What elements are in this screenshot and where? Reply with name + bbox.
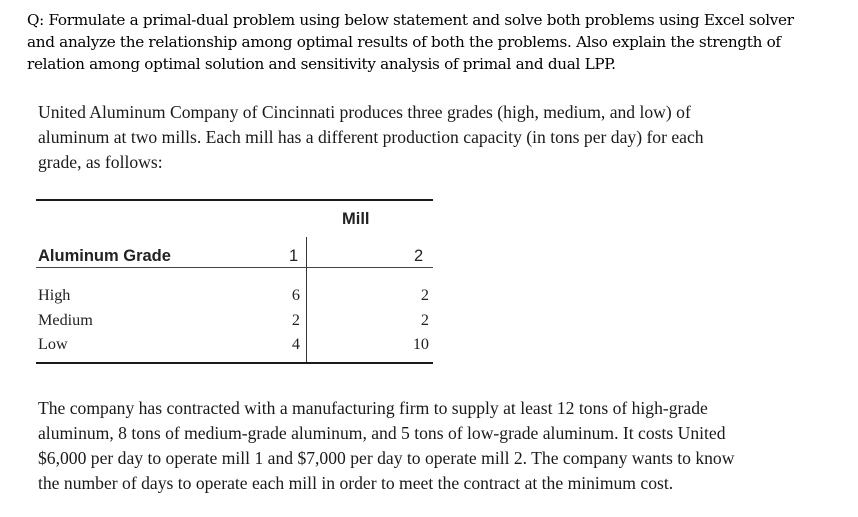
closing-line: the number of days to operate each mill in order to meet the contract at the minimum cost. — [38, 473, 674, 493]
closing-line: aluminum, 8 tons of medium-grade aluminum, and 5 tons of low-grade aluminum. It costs United — [38, 423, 726, 443]
mill-2-cell: 10 — [412, 335, 429, 353]
question-line: and analyze the relationship among optimal results of both the problems. Also explain the strength of — [27, 33, 781, 51]
contract-statement — [38, 396, 828, 496]
question-line: relation among optimal solution and sensitivity analysis of primal and dual LPP. — [27, 55, 616, 73]
question-text — [27, 9, 842, 75]
statement-line: United Aluminum Company of Cincinnati produces three grades (high, medium, and low) of — [38, 102, 691, 122]
mill-1-cell: 6 — [291, 286, 300, 304]
statement-line: aluminum at two mills. Each mill has a different production capacity (in tons per day) for each — [38, 127, 704, 147]
mill-1-cell: 2 — [291, 311, 300, 329]
grade-cell: Medium — [38, 311, 93, 329]
table-row — [36, 335, 433, 359]
mill-2-cell: 2 — [420, 286, 429, 304]
mill-group-header: Mill — [342, 210, 370, 228]
table-row — [36, 286, 433, 310]
problem-statement — [38, 100, 828, 175]
closing-line: $6,000 per day to operate mill 1 and $7,000 per day to operate mill 2. The company wants to know — [38, 448, 735, 468]
capacity-table — [36, 199, 433, 365]
mill-1-column-header: 1 — [289, 247, 299, 265]
mill-1-cell: 4 — [291, 335, 300, 353]
statement-line: grade, as follows: — [38, 152, 163, 172]
mill-2-column-header: 2 — [414, 247, 424, 265]
grade-cell: Low — [38, 335, 68, 353]
grade-column-header: Aluminum Grade — [38, 247, 171, 265]
table-top-rule — [36, 199, 433, 201]
table-bottom-rule — [36, 362, 433, 364]
table-header-rule — [36, 267, 433, 268]
mill-2-cell: 2 — [420, 311, 429, 329]
table-row — [36, 311, 433, 335]
grade-cell: High — [38, 286, 71, 304]
question-line: Q: Formulate a primal-dual problem using below statement and solve both problems using Excel solver — [27, 11, 794, 29]
closing-line: The company has contracted with a manufacturing firm to supply at least 12 tons of high-grade — [38, 398, 708, 418]
